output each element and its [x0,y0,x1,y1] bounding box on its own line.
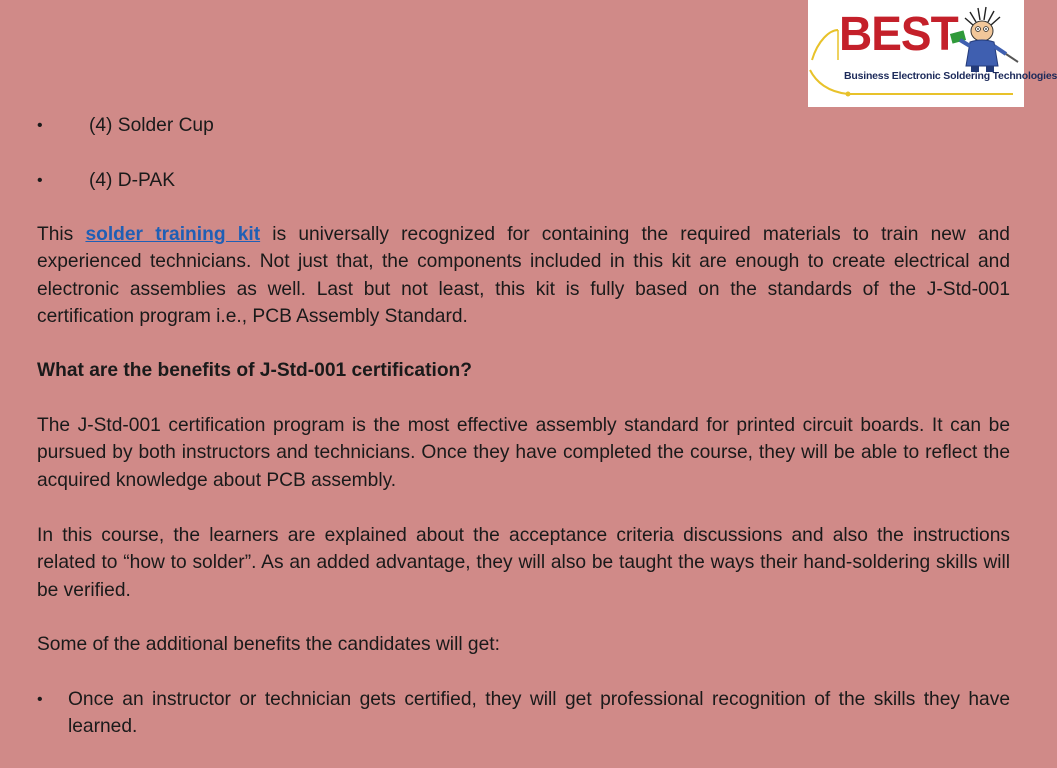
list-item-text: (4) D-PAK [89,170,175,191]
list-item-text: (4) Solder Cup [89,115,214,136]
logo-tagline: Business Electronic Soldering Technologies [844,70,1057,82]
bullet-marker: • [37,117,43,134]
solder-training-kit-link[interactable]: solder training kit [85,224,261,245]
paragraph-course-details: In this course, the learners are explained about the acceptance criteria discussions and also the instructions related to “how to solder”. As an added advantage, they will also be taught the ways their hand-soldering skills will be verified. [37,525,1010,601]
section-heading: What are the benefits of J-Std-001 certification? [37,360,472,381]
paragraph-training-kit [37,221,1010,330]
best-logo [808,0,1057,107]
bullet-marker: • [37,691,43,708]
list-item-professional-recognition [37,686,1010,741]
logo-wordmark: BEST [839,5,958,61]
paragraph-additional-benefits: Some of the additional benefits the candidates will get: [37,634,500,655]
paragraph-suffix: is universally recognized for containing the required materials to train new and experienced technicians. Not just that, the components included in this kit are enough to create electrical and electronic assemblies as well. Last but not least, this kit is fully based on the standards of the J-Std-001 certification program i.e., PCB Assembly Standard. [37,224,1010,327]
paragraph-certification-program: The J-Std-001 certification program is the most effective assembly standard for printed circuit boards. It can be pursued by both instructors and technicians. Once they have completed the course, they will be able to reflect the acquired knowledge about PCB assembly. [37,415,1010,491]
bullet-marker: • [37,172,43,189]
list-item-text: Once an instructor or technician gets certified, they will get professional recognition of the skills they have learned. [68,689,1010,738]
paragraph-prefix: This [37,224,86,245]
